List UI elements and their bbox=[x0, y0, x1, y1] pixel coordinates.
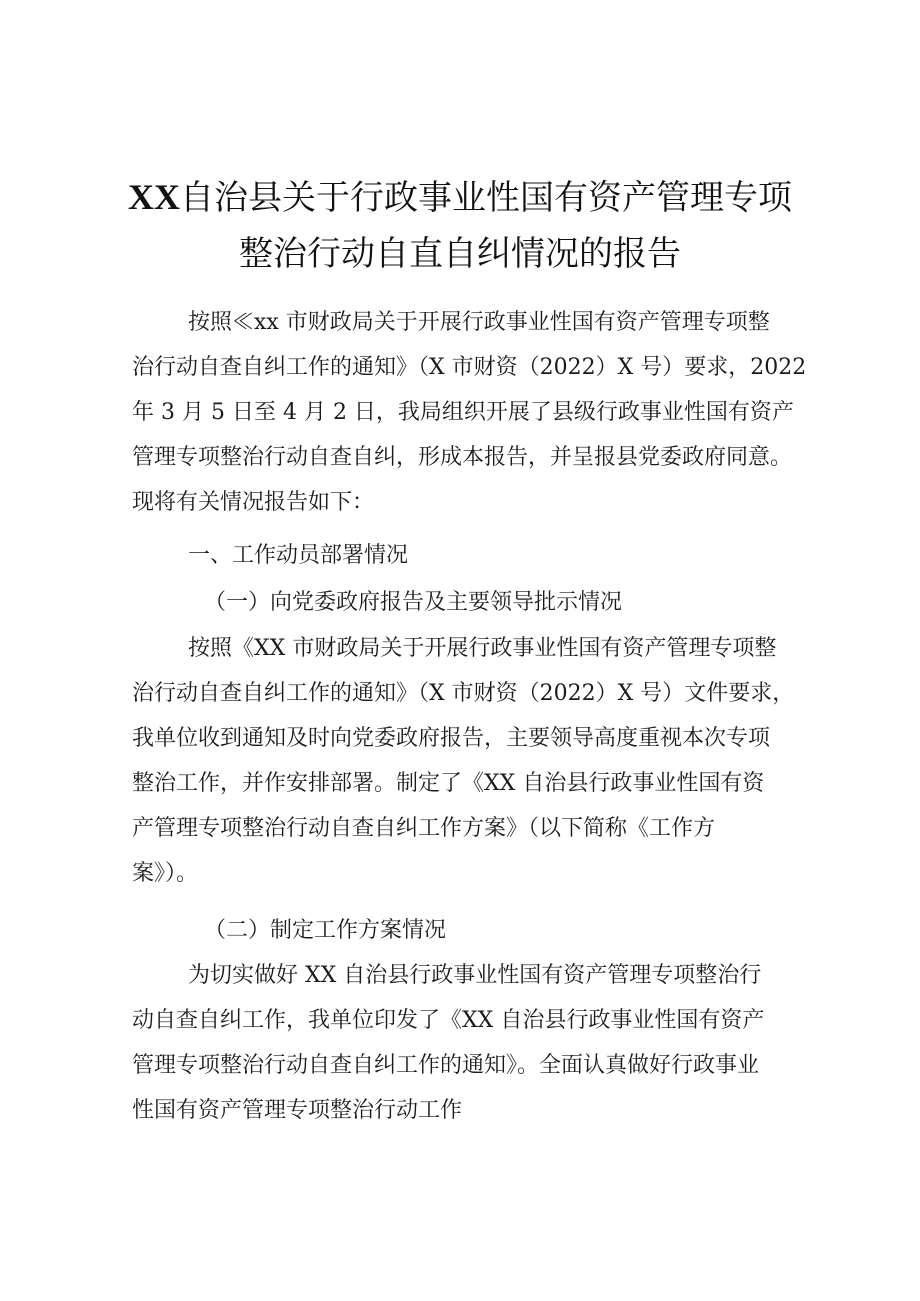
subsection-1-line: 案》）。 bbox=[132, 861, 199, 886]
intro-line: 治行动自查自纠工作的通知》（X 市财资（2022）X 号）要求，2022 bbox=[132, 355, 807, 380]
subsection-1-line: 整治工作，并作安排部署。制定了《XX 自治县行政事业性国有资 bbox=[132, 771, 765, 796]
title-prefix: XX bbox=[128, 177, 180, 217]
subsection-1-line: 产管理专项整治行动自查自纠工作方案》（以下简称《工作方 bbox=[132, 816, 716, 841]
subsection-2-line: 为切实做好 XX 自治县行政事业性国有资产管理专项整治行 bbox=[188, 963, 762, 988]
subsection-1-line: 我单位收到通知及时向党委政府报告，主要领导高度重视本次专项 bbox=[132, 726, 771, 751]
subsection-1-heading: （一）向党委政府报告及主要领导批示情况 bbox=[204, 590, 623, 615]
subsection-1-line: 治行动自查自纠工作的通知》（X 市财资（2022）X 号）文件要求， bbox=[132, 681, 795, 706]
intro-line: 按照≪xx 市财政局关于开展行政事业性国有资产管理专项整 bbox=[188, 310, 770, 335]
intro-line: 年 3 月 5 日至 4 月 2 日，我局组织开展了县级行政事业性国有资产 bbox=[132, 400, 794, 425]
subsection-2-line: 管理专项整治行动自查自纠工作的通知》。全面认真做好行政事业 bbox=[132, 1053, 760, 1078]
subsection-2-line: 动自查自纠工作，我单位印发了《XX 自治县行政事业性国有资产 bbox=[132, 1008, 765, 1033]
subsection-2-heading: （二）制定工作方案情况 bbox=[204, 918, 447, 943]
document-title-line-2: 整治行动自直自纠情况的报告 bbox=[239, 234, 681, 274]
title-line-1-text: 自治县关于行政事业性国有资产管理专项 bbox=[180, 178, 792, 218]
subsection-1-line: 按照《XX 市财政局关于开展行政事业性国有资产管理专项整 bbox=[188, 636, 777, 661]
intro-line: 现将有关情况报告如下： bbox=[132, 490, 375, 515]
section-1-heading: 一、工作动员部署情况 bbox=[188, 543, 409, 568]
subsection-2-line: 性国有资产管理专项整治行动工作 bbox=[132, 1098, 463, 1123]
intro-line: 管理专项整治行动自查自纠，形成本报告，并呈报县党委政府同意。 bbox=[132, 445, 793, 470]
document-title-line-1 bbox=[90, 177, 830, 218]
